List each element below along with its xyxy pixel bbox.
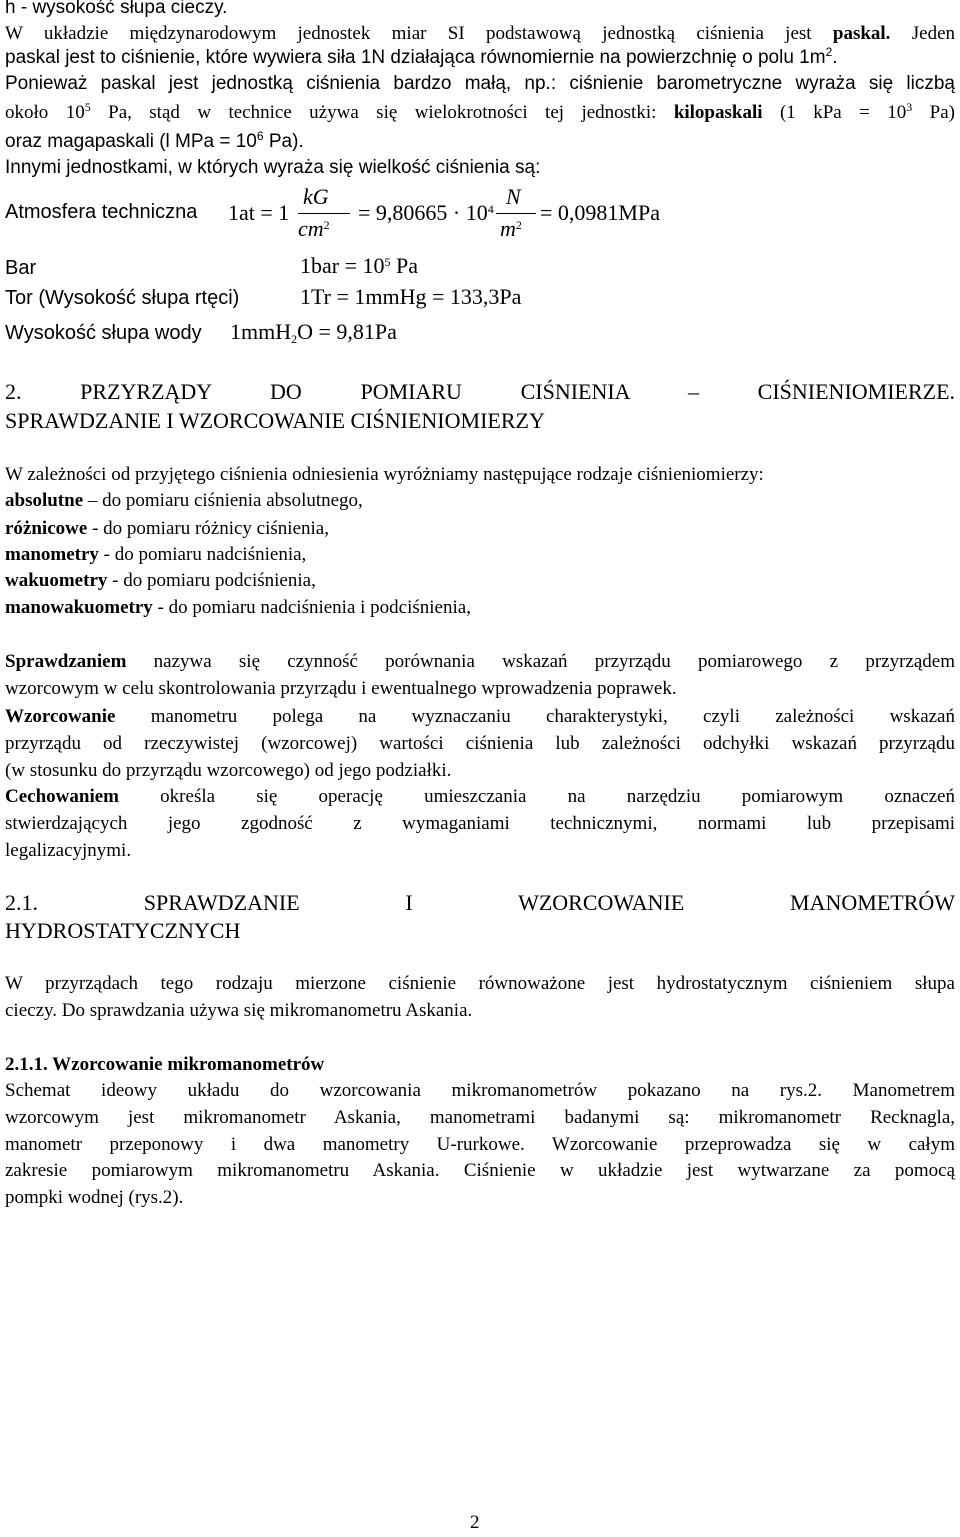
section-2-1-1-line-1: Schemat ideowy układu do wzorcowania mikromanometrów pokazano na rys.2. Manometrem [5,1080,955,1101]
list-item [5,596,471,620]
term-sprawdzaniem: Sprawdzaniem [5,651,127,672]
at-num2: N [506,184,521,209]
cechowanie-line-3: legalizacyjnymi. [5,840,132,861]
intro-line-2 [5,22,955,46]
list-item [5,489,363,513]
wzorcowanie-line-1 [5,705,955,729]
section-2-heading-line-1 [5,378,955,406]
intro-line-5-e: Pa) [912,102,955,123]
at-den1-text: cm [298,216,324,241]
intro-line-4 [5,72,955,96]
sprawdzanie-line-2: wzorcowym w celu skontrolowania przyrządu i ewentualnego wprowadzenia poprawek. [5,678,677,699]
list-item [5,569,316,593]
bar-eq-b: Pa [390,253,418,278]
h2o-eq [230,319,397,345]
list-item-term: manometry [5,544,99,565]
section-2-1-word-3: WZORCOWANIE [518,890,685,915]
at-mid-sup: 4 [487,202,494,216]
section-2-word-1: PRZYRZĄDY [80,379,212,404]
section-2-1-paragraph-line-2: cieczy. Do sprawdzania używa się mikromanometru Askania. [5,1000,473,1021]
intro-line-2-a: W układzie międzynarodowym jednostek miar SI podstawową jednostką ciśnienia jest [5,23,833,44]
section-2-1-1-line-5: pompki wodnej (rys.2). [5,1187,184,1208]
cechowanie-line-1 [5,785,955,809]
h2o-eq-a: 1mmH [230,319,292,344]
section-2-word-2: DO [270,379,302,404]
bar-eq [300,253,418,279]
intro-line-5-sup1: 5 [84,100,91,114]
list-item-desc: - do pomiaru podciśnienia, [107,570,316,591]
intro-line-3-a: paskal jest to ciśnienie, które wywiera siła 1N działająca równomiernie na powierzchnię o polu 1m [5,47,826,68]
intro-line-6 [5,130,304,154]
sprawdzanie-line-1-text: nazywa się czynność porównania wskazań przyrządu pomiarowego z przyrządem [126,651,955,672]
list-item-desc: - do pomiaru nadciśnienia i podciśnienia, [152,597,471,618]
section-2-word-3: POMIARU [360,379,462,404]
wzorcowanie-line-2: przyrządu od rzeczywistej (wzorcowej) wartości ciśnienia lub zależności odchyłki wskazań przyrządu [5,733,955,754]
at-den1-sup: 2 [323,218,330,232]
intro-line-5-a: około 10 [5,102,85,123]
section-2-1-word-1: SPRAWDZANIE [143,890,300,915]
section-2-1-1-line-3: manometr przeponowy i dwa manometry U-rurkowe. Wzorcowanie przeprowadza się w całym [5,1134,955,1155]
term-paskal: paskal. [832,23,891,44]
section-2-heading-line-2: SPRAWDZANIE I WZORCOWANIE CIŚNIENIOMIERZY [5,408,545,433]
section-2-1-paragraph-line-1: W przyrządach tego rodzaju mierzone ciśnienie równoważone jest hydrostatycznym ciśnieniem słupa [5,973,955,994]
list-item [5,517,329,541]
section-2-paragraph-1: W zależności od przyjętego ciśnienia odniesienia wyróżniamy następujące rodzaje ciśnieniomierzy: [5,464,764,485]
intro-line-6-sup: 6 [256,129,264,143]
wzorcowanie-line-3: (w stosunku do przyrządu wzorcowego) od jego podziałki. [5,760,452,781]
intro-line-5-sup2: 3 [906,100,913,114]
tor-eq: 1Tr = 1mmHg = 133,3Pa [300,284,522,309]
sprawdzanie-line-1 [5,650,955,674]
section-2-1-heading-line-2: HYDROSTATYCZNYCH [5,918,241,943]
cechowanie-line-1-text: określa się operację umieszczania na narzędziu pomiarowym oznaczeń [118,786,955,807]
intro-line-3-b: . [832,47,838,68]
at-mid [358,200,494,226]
intro-line-5-b: Pa, stąd w technice używa się wielokrotności tej jednostki: [90,102,674,123]
intro-line-6-b: Pa). [263,131,304,152]
intro-line-4-a: Ponieważ paskal jest jednostką ciśnienia bardzo małą, np. [5,73,551,94]
bar-eq-a: 1bar = 10 [300,253,385,278]
term-cechowaniem: Cechowaniem [5,786,119,807]
at-lhs: 1at = 1 [228,200,290,225]
at-num1: kG [303,184,329,209]
section-2-word-5: CIŚNIENIOMIERZE. [757,379,956,404]
h2o-eq-sub: 2 [291,332,298,346]
list-item-term: manowakuometry [5,597,153,618]
tor-label: Tor (Wysokość słupa rtęci) [5,287,240,309]
section-2-1-heading-line-1 [5,889,955,917]
section-2-1-word-2: I [405,890,413,915]
list-item-term: wakuometry [5,570,108,591]
bar-eq-sup: 5 [384,255,391,269]
section-2-1-1-line-4: zakresie pomiarowym mikromanometru Askania. Ciśnienie w układzie jest wytwarzane za pomocą [5,1160,955,1181]
at-den2 [500,216,522,242]
list-item [5,543,306,567]
at-den1 [298,216,330,242]
at-den2-text: m [500,216,516,241]
section-2-1-number: 2.1. [5,890,38,915]
intro-line-5 [5,101,955,125]
section-2-dash: – [688,379,700,404]
at-den2-sup: 2 [515,218,522,232]
h2o-eq-b: O = 9,81Pa [297,319,397,344]
at-frac2-bar [496,213,536,214]
section-2-word-4: CIŚNIENIA [520,379,630,404]
at-mid-text: = 9,80665 · 10 [358,200,488,225]
list-item-term: różnicowe [5,518,88,539]
intro-line-4-b: : ciśnienie barometryczne wyraża się liczbą [550,73,955,94]
page-number: 2 [470,1512,480,1533]
term-wzorcowanie: Wzorcowanie [5,706,116,727]
intro-line-6-a: oraz magapaskali (l MPa = 10 [5,131,257,152]
at-rhs: = 0,0981MPa [540,200,660,225]
intro-line-7-text: Innymi jednostkami, w których wyraża się wielkość ciśnienia są: [5,157,541,178]
list-item-term: absolutne [5,490,84,511]
section-2-number: 2. [5,379,22,404]
section-2-1-word-4: MANOMETRÓW [790,890,956,915]
section-2-1-1-line-2: wzorcowym jest mikromanometr Askania, manometrami badanymi są: mikromanometr Recknagla, [5,1107,955,1128]
list-item-desc: - do pomiaru nadciśnienia, [98,544,307,565]
cechowanie-line-2: stwierdzających jego zgodność z wymaganiami technicznymi, normami lub przepisami [5,813,955,834]
list-item-desc: – do pomiaru ciśnienia absolutnego, [83,490,363,511]
intro-line-3 [5,46,838,70]
section-2-1-1-heading: 2.1.1. Wzorcowanie mikromanometrów [5,1054,325,1075]
intro-line-1 [5,0,227,20]
h2o-label: Wysokość słupa wody [5,322,202,344]
intro-line-3-sup: 2 [825,45,833,59]
intro-line-2-c: Jeden [890,23,955,44]
wzorcowanie-line-1-text: manometru polega na wyznaczaniu charakterystyki, czyli zależności wskazań [115,706,955,727]
term-kilopaskali: kilopaskali [673,102,763,123]
bar-label: Bar [5,257,37,279]
intro-line-1-text: h - wysokość słupa cieczy. [5,0,228,18]
intro-line-5-d: (1 kPa = 10 [762,102,907,123]
intro-line-7 [5,156,540,180]
at-label: Atmosfera techniczna [5,201,198,223]
at-frac1-bar [298,213,350,214]
list-item-desc: - do pomiaru różnicy ciśnienia, [87,518,329,539]
